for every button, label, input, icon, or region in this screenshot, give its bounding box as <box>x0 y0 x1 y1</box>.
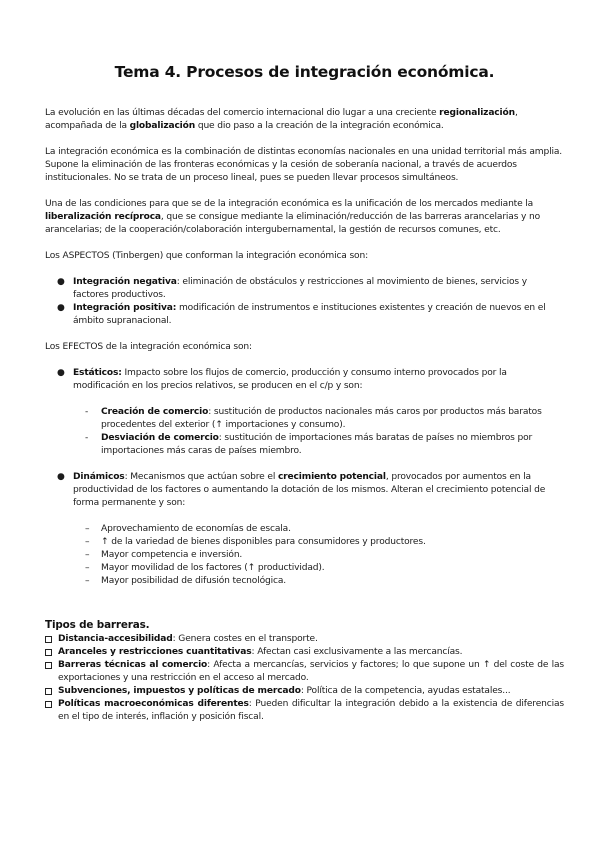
intro-paragraph-3: Una de las condiciones para que se de la integración económica es la unificación de los mercados mediante la liberalización recíproca, que se consigue mediante la eliminación/reducción de las barreras arancelarias y no arancelarias; de la cooperación/colaboración intergubernamental, la gestión de recursos comunes, etc. <box>45 199 541 235</box>
aspectos-heading: Los ASPECTOS (Tinbergen) que conforman la integración económica son: <box>45 251 368 261</box>
list-item: – Mayor posibilidad de difusión tecnológica. <box>85 576 286 586</box>
list-item: Aranceles y restricciones cuantitativas: Afectan casi exclusivamente a las mercancías. <box>45 646 564 659</box>
list-item: ● Dinámicos: Mecanismos que actúan sobre el crecimiento potencial, provocados por aumentos en la productividad de los factores o aumentando la dotación de los mismos. Alteran el crecimiento potencial de forma permanente y son: – Aprovechamiento de economías de escala. – ↑ de la variedad de bienes disponibles para consumidores y productores. – Mayor competencia e inversión. – Mayor movilidad de los factores (↑ productividad). – Mayor posibilidad de difusión tecnológica. <box>45 471 564 588</box>
dash-icon: – <box>85 550 90 560</box>
intro-paragraph-2: La integración económica es la combinación de distintas economías nacionales en una unidad territorial más amplia. Supone la eliminación de las fronteras económicas y la cesión de soberanía nacional, a través de acuerdos institucionales. No se trata de un proceso lineal, pues se pueden llevar procesos simultáneos. <box>45 147 563 183</box>
list-item: Barreras técnicas al comercio: Afecta a mercancías, servicios y factores; lo que supone un ↑ del coste de las exportaciones y una restricción en el acceso al mercado. <box>45 659 564 685</box>
dash-icon: – <box>85 563 90 573</box>
aspectos-list <box>45 276 564 328</box>
list-item: – Mayor competencia e inversión. <box>85 550 243 560</box>
efectos-list <box>45 367 564 588</box>
list-item: Subvenciones, impuestos y políticas de mercado: Política de la competencia, ayudas estatales... <box>45 685 564 698</box>
list-item: – Aprovechamiento de economías de escala. <box>85 524 291 534</box>
list-item: Políticas macroeconómicas diferentes: Pueden dificultar la integración debido a la existencia de diferencias en el tipo de interés, inflación y posición fiscal. <box>45 698 564 724</box>
list-item: – Mayor movilidad de los factores (↑ productividad). <box>85 563 325 573</box>
dash-icon: - <box>85 433 89 443</box>
list-item: ● Integración negativa: eliminación de obstáculos y restricciones al movimiento de bienes, servicios y factores productivos. <box>57 277 527 300</box>
list-item: – ↑ de la variedad de bienes disponibles para consumidores y productores. <box>85 537 426 547</box>
list-item: Distancia-accesibilidad: Genera costes en el transporte. <box>45 633 564 646</box>
checkbox-square-icon <box>45 636 52 643</box>
estaticos-sublist <box>73 406 564 458</box>
bullet-icon: ● <box>57 303 65 313</box>
bullet-icon: ● <box>57 472 65 482</box>
list-item: - Desviación de comercio: sustitución de importaciones más baratas de países no miembros por importaciones más caras de países miembro. <box>85 433 533 456</box>
checkbox-square-icon <box>45 688 52 695</box>
checkbox-square-icon <box>45 701 52 708</box>
barreras-heading: Tipos de barreras. <box>45 619 150 631</box>
bullet-icon: ● <box>57 277 65 287</box>
checkbox-square-icon <box>45 649 52 656</box>
list-item: - Creación de comercio: sustitución de productos nacionales más caros por productos más baratos procedentes del exterior (↑ importaciones y consumo). <box>85 407 542 430</box>
efectos-heading: Los EFECTOS de la integración económica son: <box>45 342 252 352</box>
dinamicos-sublist <box>73 523 564 588</box>
list-item: ● Estáticos: Impacto sobre los flujos de comercio, producción y consumo interno provocados por la modificación en los precios relativos, se producen en el c/p y son: - Creación de comercio: sustitución de productos nacionales más caros por productos más baratos procedentes del exterior (↑ importaciones y consumo). - Desviación de comercio: sustitución de importaciones más baratas de países no miembros por importaciones más caras de países miembro. <box>45 367 564 458</box>
dash-icon: - <box>85 407 89 417</box>
bullet-icon: ● <box>57 368 65 378</box>
checkbox-square-icon <box>45 662 52 669</box>
dash-icon: – <box>85 537 90 547</box>
barreras-list <box>45 633 564 724</box>
dash-icon: – <box>85 524 90 534</box>
intro-paragraph-1: La evolución en las últimas décadas del comercio internacional dio lugar a una creciente regionalización, acompañada de la globalización que dio paso a la creación de la integración económica. <box>45 108 518 131</box>
list-item: ● Integración positiva: modificación de instrumentos e instituciones existentes y creación de nuevos en el ámbito supranacional. <box>57 303 546 326</box>
dash-icon: – <box>85 576 90 586</box>
page-title: Tema 4. Procesos de integración económica. <box>114 63 495 81</box>
